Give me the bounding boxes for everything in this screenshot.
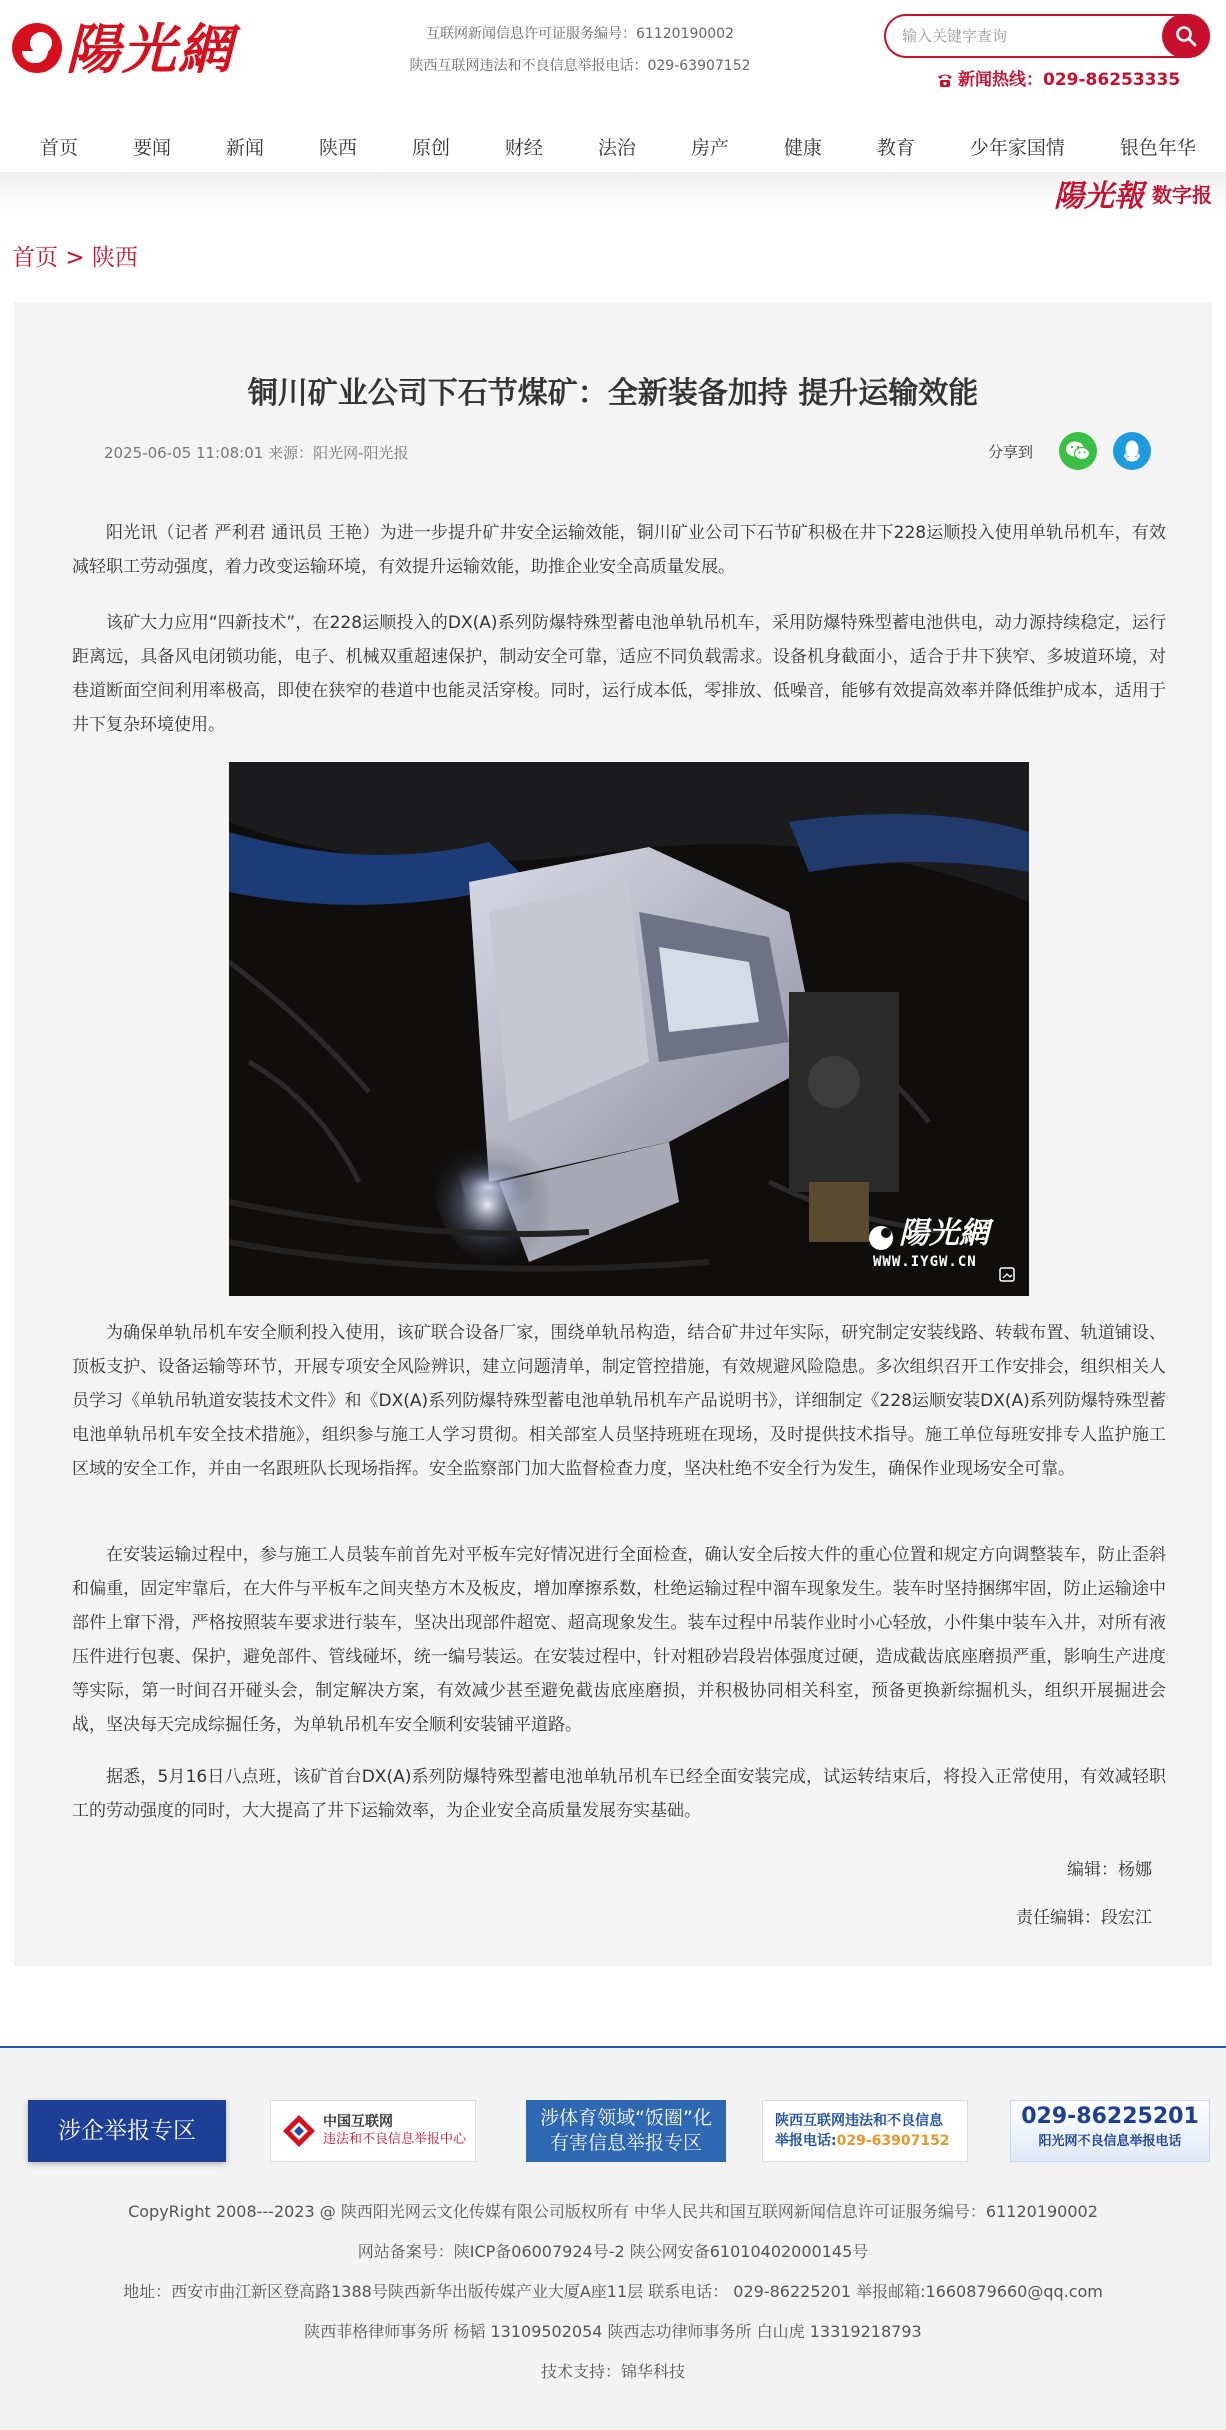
wechat-icon: [1065, 440, 1091, 462]
cn-report-subtitle: 违法和不良信息举报中心: [323, 2132, 467, 2147]
footer-tech-support: 技术支持：锦华科技: [540, 2362, 685, 2381]
footer-link-banners: [0, 2100, 1226, 2164]
article-editor: 编辑：杨娜: [1067, 1860, 1152, 1880]
photo-watermark: 陽光網: [899, 1216, 989, 1251]
article-panel: [14, 302, 1212, 1966]
nav-item-original[interactable]: 原创: [411, 137, 450, 159]
footer-copyright: CopyRight 2008---2023 @ 陕西阳光网云文化传媒有限公司版权所有 中华人民共和国互联网新闻信息许可证服务编号：61120190002: [128, 2202, 1098, 2221]
qq-icon: [1122, 439, 1142, 463]
nav-item-finance[interactable]: 财经: [504, 137, 543, 159]
license-text: 互联网新闻信息许可证服务编号：61120190002: [426, 26, 734, 42]
phone-icon: [936, 71, 954, 89]
shaanxi-report-line-1: 陕西互联网违法和不良信息: [775, 2113, 943, 2129]
share-qq-button[interactable]: [1113, 432, 1151, 470]
sports-fandom-report-link[interactable]: [526, 2100, 726, 2162]
image-save-icon[interactable]: [999, 1266, 1017, 1284]
nav-item-education[interactable]: 教育: [876, 137, 915, 159]
nav-item-headlines[interactable]: 要闻: [132, 137, 171, 159]
share-label: 分享到: [988, 442, 1034, 461]
share-bar: [988, 432, 1151, 470]
article-chief-editor: 责任编辑：段宏江: [1016, 1908, 1152, 1928]
ygw-report-phone-link[interactable]: [1010, 2100, 1210, 2162]
breadcrumb-current[interactable]: 陕西: [91, 245, 138, 271]
logo-text: 陽光網: [66, 17, 234, 81]
hotline-text: 新闻热线：029-86253335: [958, 70, 1181, 90]
share-wechat-button[interactable]: [1059, 432, 1097, 470]
footer-lawyers: 陕西菲格律师事务所 杨韬 13109502054 陕西志功律师事务所 白山虎 13319218793: [304, 2322, 922, 2341]
cn-report-center-link[interactable]: [270, 2100, 476, 2162]
cn-report-title: 中国互联网: [323, 2114, 393, 2130]
article-paragraph-3: 为确保单轨吊机车安全顺利投入使用，该矿联合设备厂家，围绕单轨吊构造，结合矿井过年实际，研究制定安装线路、转载布置、轨道铺设、顶板支护、设备运输等环节，开展专项安全风险辨识，建立问题清单，制定管控措施，有效规避风险隐患。多次组织召开工作安排会，组织相关人员学习《单轨吊轨道安装技术文件》和《DX(A)系列防爆特殊型蓄电池单轨吊机车产品说明书》，详细制定《228运顺安装DX(A)系列防爆特殊型蓄电池单轨吊机车安全技术措施》，组织参与施工人学习贯彻。相关部室人员坚持班班在现场，及时提供技术指导。施工单位每班安排专人监护施工区域的安全工作，并由一名跟班队长现场指挥。安全监察部门加大监督检查力度，坚决杜绝不安全行为发生，确保作业现场安全可靠。: [72, 1323, 1166, 1479]
shaanxi-report-phone: 029-63907152: [836, 2133, 950, 2149]
site-logo[interactable]: [10, 10, 250, 90]
search-box: [884, 14, 1210, 58]
report-phone-text: 陕西互联网违法和不良信息举报电话：029-63907152: [409, 58, 751, 74]
shaanxi-report-label: 举报电话:: [775, 2133, 837, 2149]
article-paragraph-5: 据悉，5月16日八点班，该矿首台DX(A)系列防爆特殊型蓄电池单轨吊机车已经全面安装完成，试运转结束后，将投入正常使用，有效减轻职工的劳动强度的同时，大大提高了井下运输效率，为企业安全高质量发展夯实基础。: [72, 1767, 1166, 1821]
shaanxi-report-link[interactable]: [762, 2100, 968, 2162]
ygw-report-phone: 029-86225201: [1021, 2104, 1199, 2129]
sun-logo-icon: [12, 23, 62, 73]
digital-paper-label: 数字报: [1152, 182, 1212, 207]
breadcrumb-separator: >: [65, 245, 85, 271]
article-paragraph-2: 该矿大力应用“四新技术”，在228运顺投入的DX(A)系列防爆特殊型蓄电池单轨吊机车，采用防爆特殊型蓄电池供电，动力源持续稳定，运行距离远，具备风电闭锁功能，电子、机械双重超速保护，制动安全可靠，适应不同负载需求。设备机身截面小，适合于井下狭窄、多坡道环境，对巷道断面空间利用率极高，即使在狭窄的巷道中也能灵活穿梭。同时，运行成本低，零排放、低噪音，能够有效提高效率并降低维护成本，适用于井下复杂环境使用。: [72, 613, 1166, 735]
nav-item-shaanxi[interactable]: 陕西: [318, 137, 357, 159]
article-paragraph-4: 在安装运输过程中，参与施工人员装车前首先对平板车完好情况进行全面检查，确认安全后按大件的重心位置和规定方向调整装车，防止歪斜和偏重，固定牢靠后，在大件与平板车之间夹垫方木及板皮，增加摩擦系数，杜绝运输过程中溜车现象发生。装车时坚持捆绑牢固，防止运输途中部件上窜下滑，严格按照装车要求进行装车，坚决出现部件超宽、超高现象发生。装车过程中吊装作业时小心轻放，小件集中装车入井，对所有液压件进行包裹、保护，避免部件、管线碰坏，统一编号装运。在安装过程中，针对粗砂岩段岩体强度过硬，造成截齿底座磨损严重，影响生产进度等实际，第一时间召开碰头会，制定解决方案，有效减少甚至避免截齿底座磨损，并积极协同相关科室，预备更换新综掘机头，组织开展掘进会战，坚决每天完成综掘任务，为单轨吊机车安全顺利安装铺平道路。: [72, 1545, 1166, 1735]
nav-item-law[interactable]: 法治: [597, 137, 636, 159]
report-center-logo-icon: [281, 2113, 317, 2149]
article-photo: [229, 762, 1029, 1296]
enterprise-report-link[interactable]: 涉企举报专区: [28, 2100, 226, 2162]
search-icon: [1175, 25, 1197, 47]
nav-item-home[interactable]: 首页: [40, 137, 79, 159]
newspaper-brand: 陽光報: [1054, 179, 1144, 214]
nav-item-property[interactable]: 房产: [690, 137, 729, 159]
digital-paper-bar: [0, 172, 1226, 214]
article-meta: 2025-06-05 11:08:01 来源：阳光网-阳光报: [104, 444, 409, 462]
article-paragraph-1: 阳光讯（记者 严利君 通讯员 王艳）为进一步提升矿井安全运输效能，铜川矿业公司下石节矿积极在井下228运顺投入使用单轨吊机车，有效减轻职工劳动强度，着力改变运输环境，有效提升运输效能，助推企业安全高质量发展。: [72, 523, 1166, 577]
search-input[interactable]: [902, 25, 1142, 47]
nav-item-youth[interactable]: 少年家国情: [969, 137, 1065, 159]
site-header: [0, 0, 1226, 100]
sports-report-line-1: 涉体育领域“饭圈”化: [540, 2107, 712, 2129]
nav-item-news[interactable]: 新闻: [225, 137, 264, 159]
article-title: 铜川矿业公司下石节煤矿：全新装备加持 提升运输效能: [247, 376, 979, 411]
ygw-report-label: 阳光网不良信息举报电话: [1038, 2134, 1182, 2149]
nav-item-silver-age[interactable]: 银色年华: [1119, 137, 1196, 159]
breadcrumb-home[interactable]: 首页: [12, 245, 58, 271]
digital-paper-link[interactable]: [1054, 172, 1212, 214]
footer-icp: 网站备案号：陕ICP备06007924号-2 陕公网安备61010402000145号: [357, 2242, 869, 2261]
site-footer: [0, 2046, 1226, 2430]
photo-watermark-url: WWW.IYGW.CN: [873, 1254, 977, 1270]
footer-address: 地址：西安市曲江新区登高路1388号陕西新华出版传媒产业大厦A座11层 联系电话： 029-86225201 举报邮箱:1660879660@qq.com: [123, 2282, 1103, 2301]
main-nav: [0, 120, 1226, 176]
news-hotline: [936, 68, 1180, 92]
breadcrumb: [12, 240, 138, 276]
sports-report-line-2: 有害信息举报专区: [549, 2132, 702, 2154]
nav-item-health[interactable]: 健康: [783, 137, 822, 159]
search-button[interactable]: [1162, 14, 1210, 58]
